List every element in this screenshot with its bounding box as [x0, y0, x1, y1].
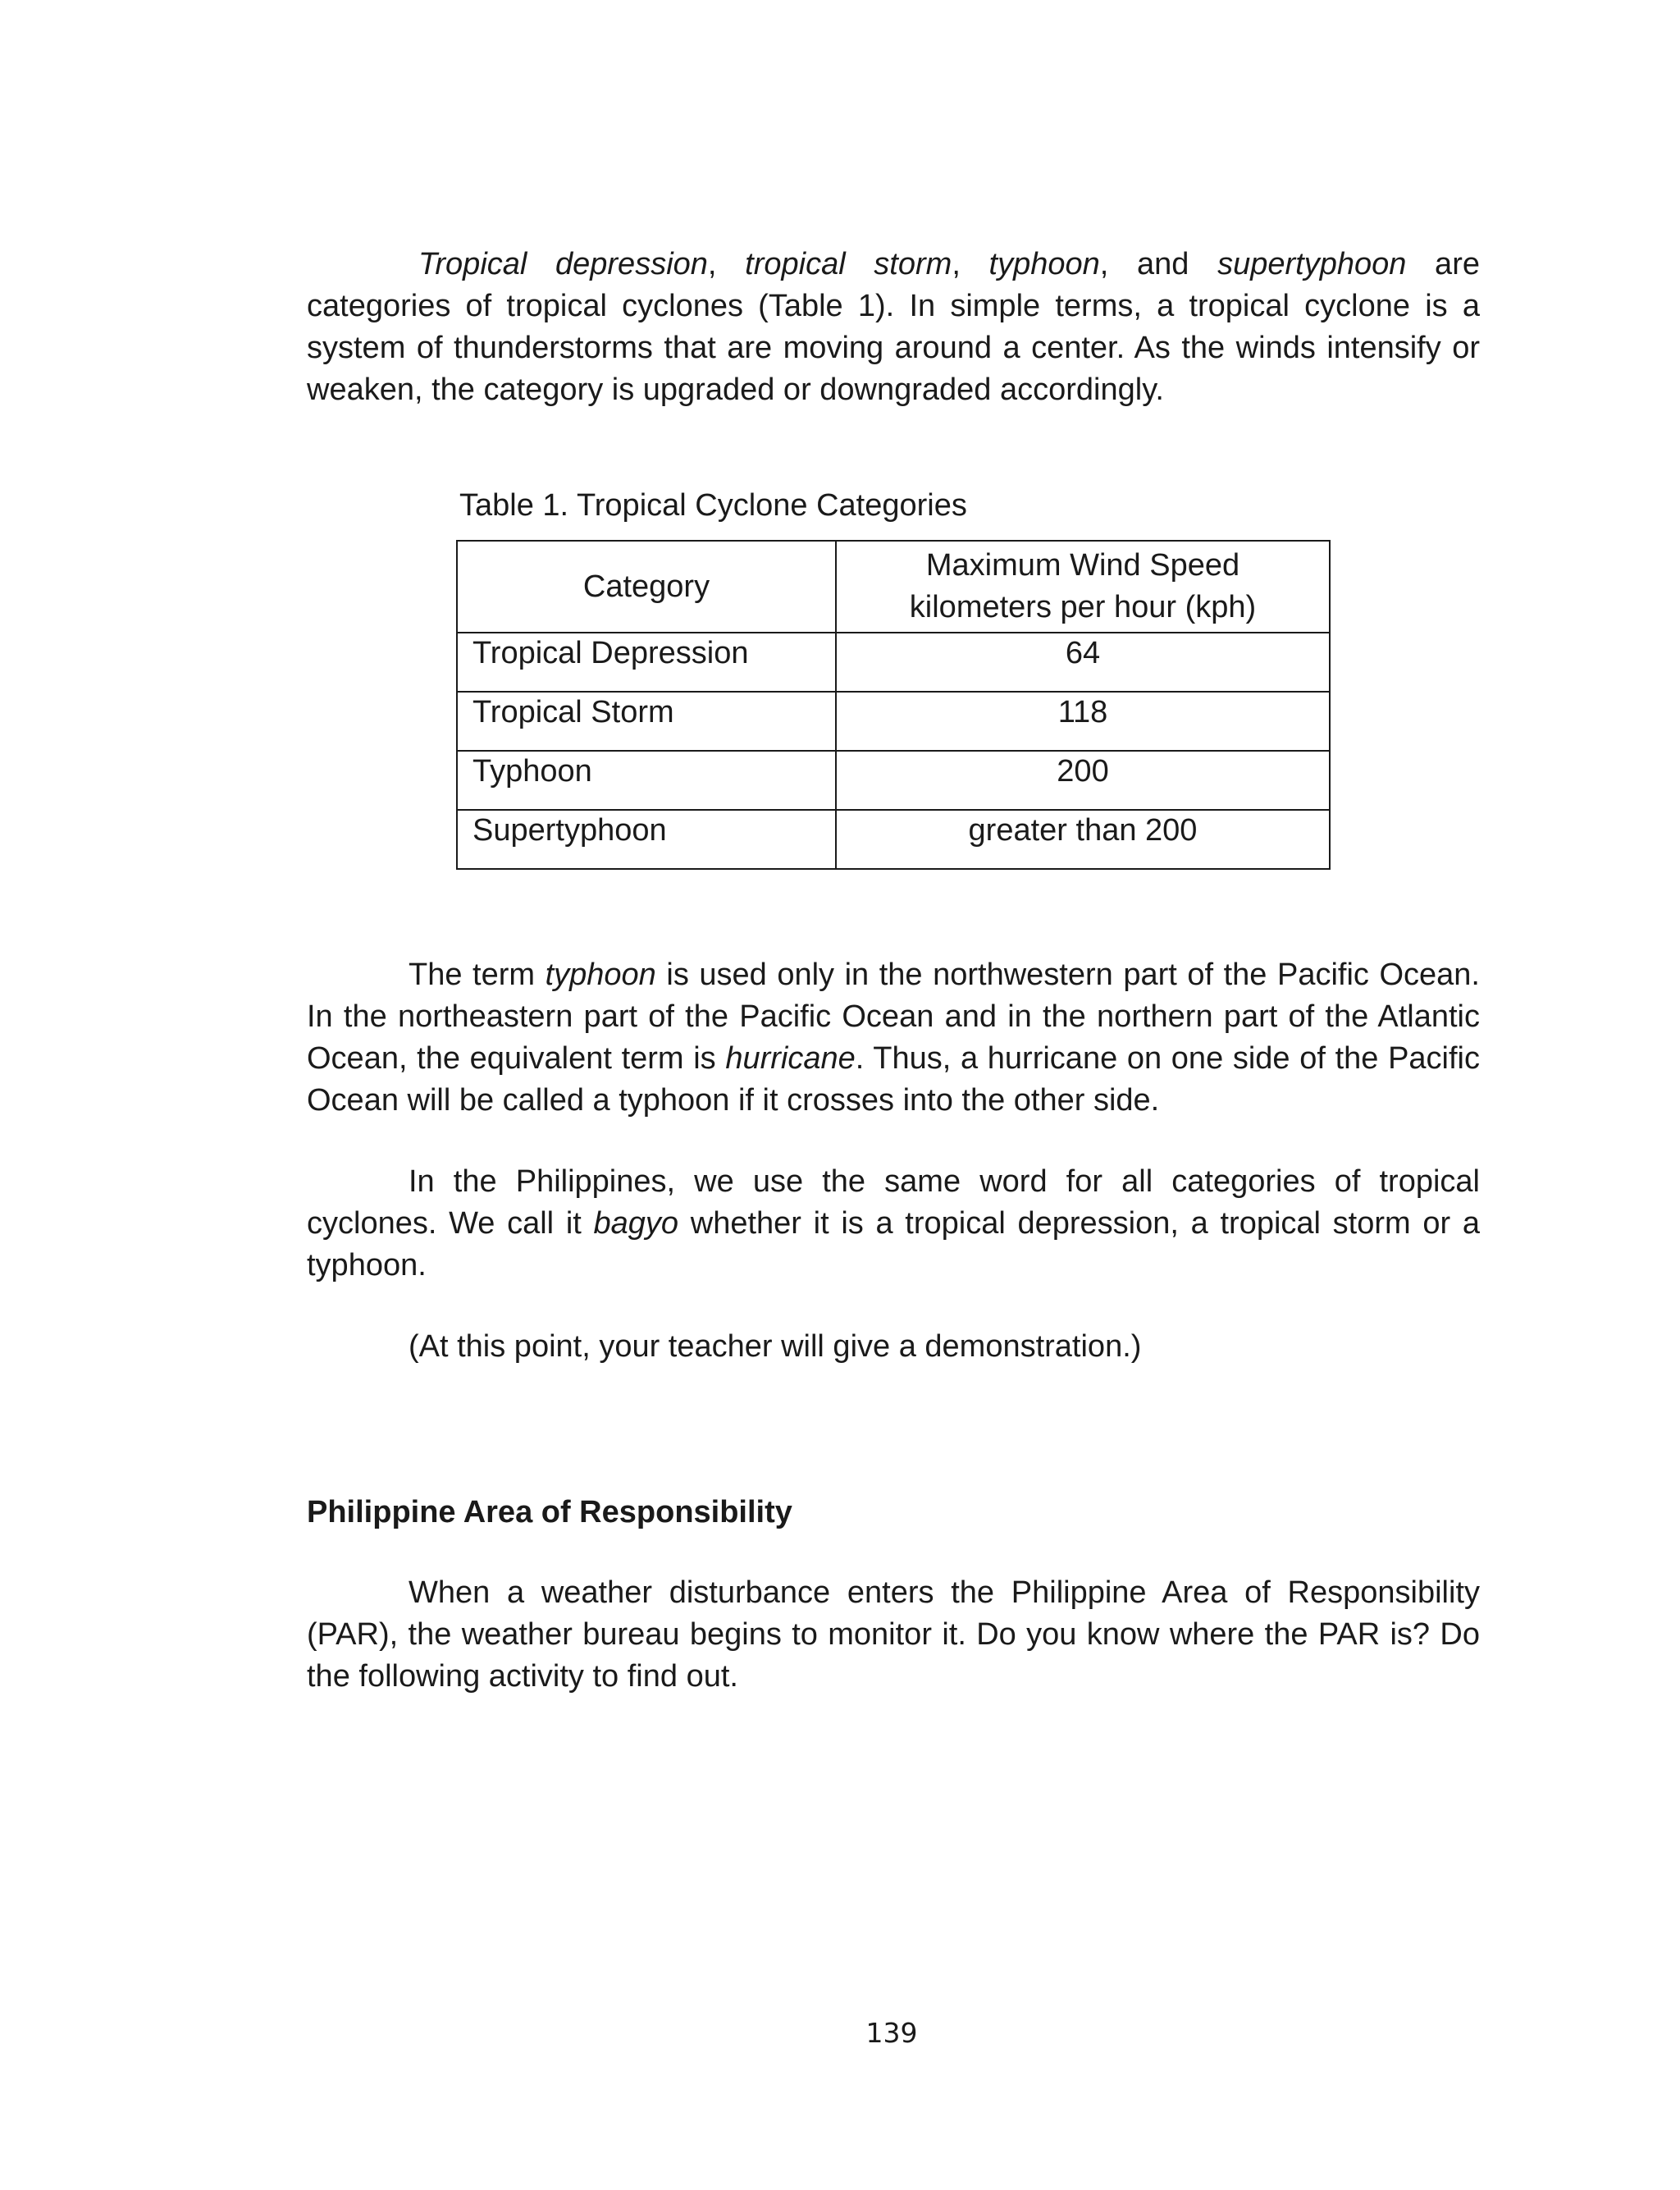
speed-cell: 200	[836, 751, 1330, 810]
category-cell: Tropical Storm	[457, 692, 836, 751]
intro-separator: , and	[1099, 247, 1218, 281]
speed-cell: 118	[836, 692, 1330, 751]
intro-text: are categories of tropical cyclones (Table 1). In simple terms, a tropical cyclone is a system of thunderstorms that are moving around a center. As the winds intensify or weaken, the category is upgraded or downgraded accordingly.	[307, 247, 1480, 407]
table-header-row	[457, 541, 1330, 633]
table-caption: Table 1. Tropical Cyclone Categories	[459, 488, 967, 523]
table-row	[457, 692, 1330, 751]
header-max-wind-speed	[836, 541, 1330, 633]
category-cell: Typhoon	[457, 751, 836, 810]
section-heading: Philippine Area of Responsibility	[307, 1495, 792, 1529]
paragraph-text: In the Philippines, we use the same word for all categories of tropical cyclones. We call it	[307, 1164, 1480, 1241]
speed-cell: greater than 200	[836, 810, 1330, 869]
philippines-paragraph	[307, 1161, 1480, 1287]
speed-cell: 64	[836, 633, 1330, 692]
term-tropical-depression: Tropical depression	[418, 247, 708, 281]
header-speed-line2: kilometers per hour (kph)	[909, 590, 1257, 624]
typhoon-term-paragraph	[307, 954, 1480, 1122]
table-row	[457, 751, 1330, 810]
table-row	[457, 810, 1330, 869]
intro-paragraph	[307, 244, 1480, 411]
category-cell: Supertyphoon	[457, 810, 836, 869]
cyclone-categories-table	[456, 540, 1331, 870]
paragraph-text: . Thus, a hurricane on one side of the Pacific Ocean will be called a typhoon if it crosses into the other side.	[307, 1041, 1480, 1118]
category-cell: Tropical Depression	[457, 633, 836, 692]
page-number: 139	[865, 2017, 918, 2049]
paragraph-text: The term	[409, 958, 546, 992]
demonstration-note: (At this point, your teacher will give a demonstration.)	[409, 1329, 1142, 1364]
par-paragraph: When a weather disturbance enters the Philippine Area of Responsibility (PAR), the weather bureau begins to monitor it. Do you know where the PAR is? Do the following activity to find out.	[307, 1575, 1480, 1694]
paragraph-text: whether it is a tropical depression, a tropical storm or a typhoon.	[307, 1206, 1480, 1282]
header-speed-line1: Maximum Wind Speed	[925, 548, 1240, 583]
term-bagyo: bagyo	[593, 1206, 679, 1241]
term-tropical-storm: tropical storm	[745, 247, 952, 281]
header-category: Category	[457, 541, 836, 633]
paragraph-text: is used only in the northwestern part of the Pacific Ocean. In the northeastern part of the Pacific Ocean and in the northern part of the Atlantic Ocean, the equivalent term is	[307, 958, 1480, 1076]
term-supertyphoon: supertyphoon	[1217, 247, 1407, 281]
intro-separator: ,	[707, 247, 746, 281]
term-typhoon: typhoon	[988, 247, 1100, 281]
term-hurricane: hurricane	[725, 1041, 856, 1076]
term-typhoon: typhoon	[545, 958, 656, 992]
table-row	[457, 633, 1330, 692]
intro-separator: ,	[952, 247, 989, 281]
